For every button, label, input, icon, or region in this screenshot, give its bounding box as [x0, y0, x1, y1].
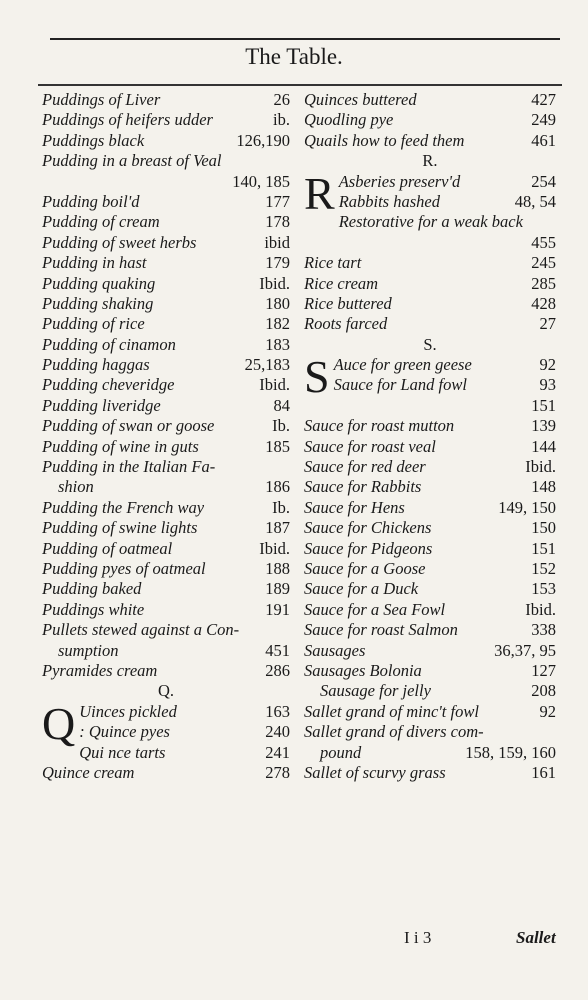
- entry-page: 286: [265, 660, 290, 680]
- index-entry: [42, 579, 290, 599]
- entry-text: Sauce for Chickens: [304, 518, 432, 538]
- index-entry: [42, 131, 290, 151]
- entry-text: Pudding baked: [42, 579, 142, 599]
- entry-page: 278: [265, 762, 290, 782]
- index-entry: [42, 375, 290, 395]
- entry-page: 461: [531, 130, 556, 150]
- index-entry: [304, 233, 556, 253]
- index-entry: Uinces pickled 163: [79, 701, 290, 721]
- index-entry: [42, 641, 290, 661]
- entry-page: Ibid.: [525, 599, 556, 619]
- entry-text: Rice buttered: [304, 293, 392, 313]
- entry-page: 161: [531, 762, 556, 782]
- index-entry: [42, 90, 290, 110]
- index-entry: [42, 151, 290, 171]
- index-entry: [42, 437, 290, 457]
- index-entry: [42, 212, 290, 232]
- index-entry: [42, 539, 290, 559]
- entry-page: 178: [265, 212, 290, 232]
- entry-page: 151: [531, 395, 556, 415]
- index-entry: Rabbits hashed 48, 54: [338, 191, 556, 211]
- entry-text: Restorative for a weak back: [338, 212, 523, 232]
- section-heading-q: Q.: [157, 681, 175, 701]
- entry-text: Sauce for red deer: [304, 457, 426, 477]
- index-entry: [304, 518, 556, 538]
- entry-text: Pyramides cream: [42, 660, 158, 680]
- entry-page: 84: [273, 395, 290, 415]
- entry-page: 179: [265, 253, 290, 273]
- entry-page: 140, 185: [232, 171, 290, 191]
- entry-page: 36,37, 95: [494, 640, 556, 660]
- entry-page: 428: [531, 293, 556, 313]
- entry-text: Sauce for roast Salmon: [304, 620, 458, 640]
- entry-page: 183: [265, 334, 290, 354]
- index-entry: [42, 294, 290, 314]
- entry-page: 188: [265, 558, 290, 578]
- index-entry: [334, 396, 556, 416]
- entry-page: 149, 150: [498, 497, 556, 517]
- index-entry: [304, 600, 556, 620]
- entry-text: Pudding of swan or goose: [42, 416, 215, 436]
- entry-text: Sauce for Hens: [304, 497, 405, 517]
- page-title: The Table.: [245, 44, 343, 69]
- entry-text: Pudding of sweet herbs: [42, 232, 197, 252]
- entry-text: Pudding in the Italian Fa-: [42, 457, 216, 477]
- index-entry: [304, 274, 556, 294]
- entry-page: 338: [531, 620, 556, 640]
- entry-page: 25,183: [244, 355, 290, 375]
- entry-text: Sauce for roast veal: [304, 436, 436, 456]
- index-entry: [42, 477, 290, 497]
- entry-page: Ibid.: [525, 457, 556, 477]
- entry-text: Pullets stewed against a Con-: [42, 620, 240, 640]
- entry-page: 455: [531, 232, 556, 252]
- index-entry: [42, 498, 290, 518]
- entry-page: 158, 159, 160: [465, 742, 556, 762]
- index-entry: [304, 498, 556, 518]
- index-entry: [42, 355, 290, 375]
- entry-page: Ib.: [272, 497, 290, 517]
- index-entry: [304, 620, 556, 640]
- entry-page: 180: [265, 293, 290, 313]
- index-entry: [42, 620, 290, 640]
- left-column: [42, 90, 290, 783]
- entry-text: Pudding of wine in guts: [42, 436, 199, 456]
- right-entries-r: [304, 212, 556, 334]
- index-entry: [42, 763, 290, 783]
- entry-text: Puddings of heifers udder: [42, 110, 213, 130]
- index-entry: [304, 559, 556, 579]
- index-entry: [304, 702, 556, 722]
- header-rule: [38, 84, 562, 86]
- top-rule: [50, 38, 560, 40]
- entry-text: Pudding cheveridge: [42, 375, 175, 395]
- entry-text: Puddings of Liver: [42, 90, 161, 109]
- entry-text: Pudding liveridge: [42, 395, 161, 415]
- entry-page: ib.: [273, 110, 290, 130]
- entry-page: Ibid.: [259, 375, 290, 395]
- entry-text: Rice tart: [304, 253, 362, 273]
- entry-page: Ib.: [272, 416, 290, 436]
- index-entry: [304, 90, 556, 110]
- index-entry: Auce for green geese 92: [333, 355, 556, 375]
- entry-text: Pudding pyes of oatmeal: [42, 558, 206, 578]
- entry-text: Sausage for jelly: [320, 681, 431, 701]
- index-entry: [79, 743, 290, 763]
- index-entry: [42, 110, 290, 130]
- entry-text: Roots farced: [304, 314, 388, 334]
- index-entry: [42, 600, 290, 620]
- entry-page: 249: [531, 110, 556, 130]
- index-entry: [304, 641, 556, 661]
- index-entry: [42, 314, 290, 334]
- index-entry: [42, 518, 290, 538]
- section-heading-r: R.: [422, 151, 438, 171]
- index-entry: [42, 661, 290, 681]
- index-entry: [42, 559, 290, 579]
- entry-page: Ibid.: [259, 273, 290, 293]
- right-entries-s: [304, 396, 556, 783]
- entry-text: Pudding quaking: [42, 273, 156, 293]
- entry-page: 182: [265, 314, 290, 334]
- entry-text: Sauce for Rabbits: [304, 477, 422, 497]
- index-entry: [42, 274, 290, 294]
- entry-text: Quails how to feed them: [304, 130, 465, 150]
- index-entry: : Quince pyes 240: [79, 722, 290, 742]
- entry-text: Sauce for Pidgeons: [304, 538, 433, 558]
- entry-page: 26: [273, 90, 290, 109]
- entry-page: 144: [531, 436, 556, 456]
- right-column: [304, 90, 556, 783]
- entry-text: Pudding in a breast of Veal: [42, 151, 222, 171]
- entry-text: Quince cream: [42, 762, 135, 782]
- entry-text: Sauce for a Duck: [304, 579, 419, 599]
- entry-text: sumption: [58, 640, 119, 660]
- index-entry: [304, 131, 556, 151]
- entry-page: 186: [265, 477, 290, 497]
- index-entry: [42, 457, 290, 477]
- entry-text: Pudding of rice: [42, 314, 145, 334]
- section-heading-s: S.: [423, 334, 437, 354]
- right-entries-q: [304, 90, 556, 151]
- entry-text: Pudding of oatmeal: [42, 538, 173, 558]
- entry-page: 126,190: [236, 130, 290, 150]
- index-entry: [339, 212, 556, 232]
- drop-cap-q: Q: [42, 697, 76, 749]
- catchword: Sallet: [516, 928, 556, 947]
- index-entry: [304, 253, 556, 273]
- entry-page: 177: [265, 191, 290, 211]
- entry-page: 191: [265, 599, 290, 619]
- entry-text: Pudding shaking: [42, 293, 154, 313]
- s-dropcap-block: [304, 351, 556, 403]
- entry-page: 187: [265, 518, 290, 538]
- entry-text: Quinces buttered: [304, 90, 417, 109]
- entry-page: 151: [531, 538, 556, 558]
- index-entry: [304, 763, 556, 783]
- entry-page: 153: [531, 579, 556, 599]
- entry-text: Pudding in hast: [42, 253, 147, 273]
- entry-text: Sauce for a Sea Fowl: [304, 599, 446, 619]
- entry-text: pound: [320, 742, 362, 762]
- index-entry: [42, 396, 290, 416]
- index-entry: [304, 743, 556, 763]
- entry-page: 241: [265, 742, 290, 762]
- entry-text: Sallet of scurvy grass: [304, 762, 446, 782]
- index-entry: [304, 661, 556, 681]
- entry-text: shion: [58, 477, 94, 497]
- entry-text: Rice cream: [304, 273, 379, 293]
- index-entry: Sauce for Land fowl 93: [333, 375, 556, 395]
- r-dropcap-block: [304, 167, 556, 219]
- entry-text: Pudding of cinamon: [42, 334, 176, 354]
- entry-page: 189: [265, 579, 290, 599]
- entry-text: Sallet grand of divers com-: [304, 722, 484, 742]
- entry-text: Pudding haggas: [42, 355, 150, 375]
- entry-page: 285: [531, 273, 556, 293]
- index-entry: [304, 437, 556, 457]
- index-entry: [304, 416, 556, 436]
- entry-text: Pudding of cream: [42, 212, 160, 232]
- index-entry: [304, 294, 556, 314]
- entry-text: Qui nce tarts: [79, 742, 166, 762]
- drop-cap-s: S: [304, 351, 330, 403]
- index-entry: [42, 192, 290, 212]
- entry-text: Pudding boil'd: [42, 191, 140, 211]
- index-entry: [42, 233, 290, 253]
- index-entry: [304, 681, 556, 701]
- index-entry: [304, 722, 556, 742]
- entry-page: 27: [539, 314, 556, 334]
- index-entry: Asberies preserv'd 254: [338, 171, 556, 191]
- entry-text: Sausages Bolonia: [304, 660, 422, 680]
- entry-text: Sallet grand of minc't fowl: [304, 701, 479, 721]
- entry-page: 127: [531, 660, 556, 680]
- entry-page: 150: [531, 518, 556, 538]
- index-entry: [304, 539, 556, 559]
- left-entries-after: [42, 743, 290, 784]
- entry-text: Quodling pye: [304, 110, 394, 130]
- signature-mark: I i 3: [404, 928, 432, 947]
- index-entry: [304, 579, 556, 599]
- entry-page: 208: [531, 681, 556, 701]
- index-entry: [42, 253, 290, 273]
- drop-cap-r: R: [304, 167, 335, 219]
- entry-page: 148: [531, 477, 556, 497]
- entry-text: Puddings black: [42, 130, 145, 150]
- entry-page: 427: [531, 90, 556, 109]
- entry-page: 152: [531, 559, 556, 579]
- index-entry: [42, 172, 290, 192]
- index-entry: [42, 416, 290, 436]
- entry-page: Ibid.: [259, 538, 290, 558]
- index-entry: [42, 335, 290, 355]
- entry-text: Sausages: [304, 640, 366, 660]
- index-entry: [304, 457, 556, 477]
- entry-text: Pudding of swine lights: [42, 518, 198, 538]
- left-entries: [42, 90, 290, 681]
- entry-text: Sauce for a Goose: [304, 559, 426, 579]
- index-entry: [304, 477, 556, 497]
- index-entry: [304, 314, 556, 334]
- entry-page: 92: [539, 701, 556, 721]
- q-dropcap-block: [42, 697, 290, 749]
- entry-text: Sauce for roast mutton: [304, 416, 455, 436]
- entry-text: Puddings white: [42, 599, 145, 619]
- index-entry: [304, 110, 556, 130]
- entry-page: 451: [265, 640, 290, 660]
- entry-page: 139: [531, 416, 556, 436]
- entry-text: Pudding the French way: [42, 497, 205, 517]
- entry-page: 185: [265, 436, 290, 456]
- entry-page: ibid: [264, 232, 290, 252]
- entry-page: 245: [531, 253, 556, 273]
